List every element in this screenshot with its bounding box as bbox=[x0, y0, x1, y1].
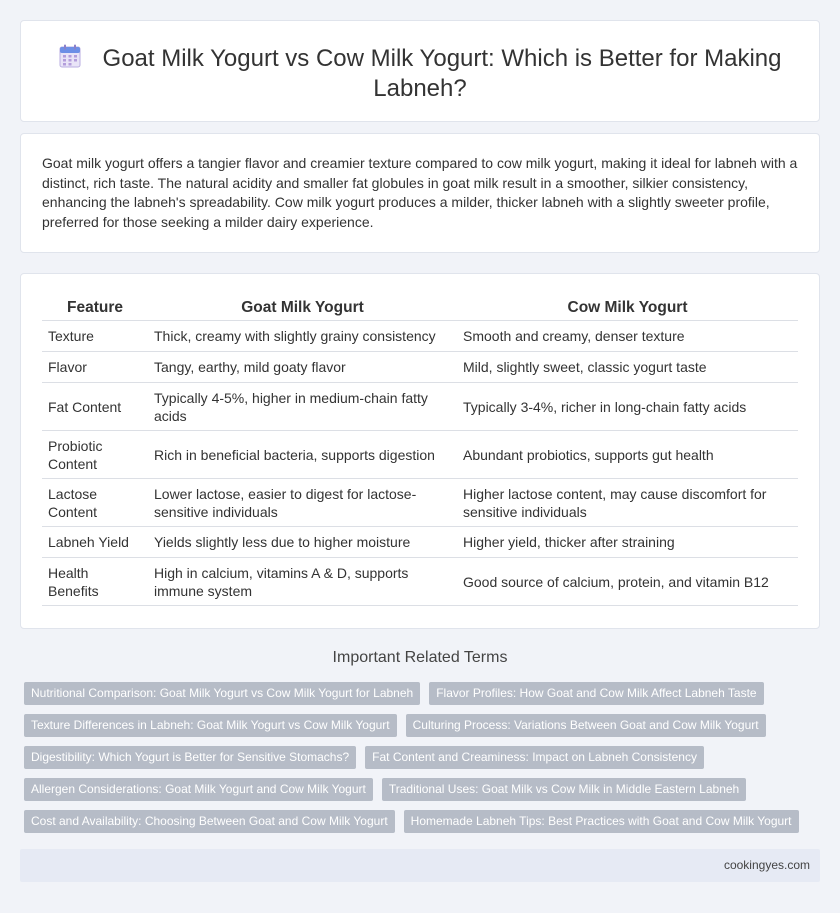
table-row bbox=[42, 527, 798, 558]
calendar-icon bbox=[59, 44, 81, 68]
related-terms-list bbox=[24, 682, 824, 842]
table-header-goat: Goat Milk Yogurt bbox=[148, 296, 457, 321]
goat-cell: Thick, creamy with slightly grainy consistency bbox=[148, 321, 457, 352]
feature-cell: Flavor bbox=[42, 352, 148, 383]
goat-cell: Lower lactose, easier to digest for lactose-sensitive individuals bbox=[148, 479, 457, 527]
comparison-table bbox=[42, 296, 798, 606]
feature-cell: Health Benefits bbox=[42, 558, 148, 606]
table-row bbox=[42, 352, 798, 383]
related-term-tag[interactable]: Digestibility: Which Yogurt is Better for Sensitive Stomachs? bbox=[24, 746, 356, 769]
related-term-tag[interactable]: Fat Content and Creaminess: Impact on Labneh Consistency bbox=[365, 746, 704, 769]
goat-cell: High in calcium, vitamins A & D, supports immune system bbox=[148, 558, 457, 606]
table-row bbox=[42, 321, 798, 352]
table-row bbox=[42, 558, 798, 606]
footer bbox=[20, 849, 820, 882]
feature-cell: Texture bbox=[42, 321, 148, 352]
comparison-card bbox=[20, 273, 820, 629]
cow-cell: Good source of calcium, protein, and vitamin B12 bbox=[457, 558, 798, 606]
cow-cell: Smooth and creamy, denser texture bbox=[457, 321, 798, 352]
related-term-tag[interactable]: Traditional Uses: Goat Milk vs Cow Milk in Middle Eastern Labneh bbox=[382, 778, 746, 801]
related-term-tag[interactable]: Homemade Labneh Tips: Best Practices with Goat and Cow Milk Yogurt bbox=[404, 810, 799, 833]
goat-cell: Yields slightly less due to higher moisture bbox=[148, 527, 457, 558]
table-row bbox=[42, 431, 798, 479]
table-header-cow: Cow Milk Yogurt bbox=[457, 296, 798, 321]
title-card bbox=[20, 20, 820, 122]
cow-cell: Typically 3-4%, richer in long-chain fatty acids bbox=[457, 383, 798, 431]
table-row bbox=[42, 383, 798, 431]
related-term-tag[interactable]: Allergen Considerations: Goat Milk Yogurt and Cow Milk Yogurt bbox=[24, 778, 373, 801]
goat-cell: Rich in beneficial bacteria, supports digestion bbox=[148, 431, 457, 479]
feature-cell: Fat Content bbox=[42, 383, 148, 431]
related-term-tag[interactable]: Flavor Profiles: How Goat and Cow Milk Affect Labneh Taste bbox=[429, 682, 763, 705]
related-terms-heading: Important Related Terms bbox=[332, 649, 508, 666]
intro-paragraph: Goat milk yogurt offers a tangier flavor and creamier texture compared to cow milk yogurt, making it ideal for labneh with a distinct, rich taste. The natural acidity and smaller fat globules in goat milk result in a smoother, silkier consistency, enhancing the labneh's spreadability. Cow milk yogurt produces a milder, thicker labneh with a slightly sweeter profile, preferred for those seeking a milder dairy experience. bbox=[42, 155, 798, 230]
cow-cell: Higher lactose content, may cause discomfort for sensitive individuals bbox=[457, 479, 798, 527]
cow-cell: Mild, slightly sweet, classic yogurt taste bbox=[457, 352, 798, 383]
related-term-tag[interactable]: Cost and Availability: Choosing Between Goat and Cow Milk Yogurt bbox=[24, 810, 395, 833]
table-header-row bbox=[42, 296, 798, 321]
cow-cell: Abundant probiotics, supports gut health bbox=[457, 431, 798, 479]
footer-site-link[interactable]: cookingyes.com bbox=[723, 858, 810, 872]
table-header-feature: Feature bbox=[42, 296, 148, 321]
intro-card bbox=[20, 133, 820, 253]
goat-cell: Tangy, earthy, mild goaty flavor bbox=[148, 352, 457, 383]
feature-cell: Lactose Content bbox=[42, 479, 148, 527]
feature-cell: Probiotic Content bbox=[42, 431, 148, 479]
related-term-tag[interactable]: Texture Differences in Labneh: Goat Milk Yogurt vs Cow Milk Yogurt bbox=[24, 714, 397, 737]
related-term-tag[interactable]: Culturing Process: Variations Between Goat and Cow Milk Yogurt bbox=[406, 714, 766, 737]
cow-cell: Higher yield, thicker after straining bbox=[457, 527, 798, 558]
goat-cell: Typically 4-5%, higher in medium-chain fatty acids bbox=[148, 383, 457, 431]
feature-cell: Labneh Yield bbox=[42, 527, 148, 558]
page-title-text: Goat Milk Yogurt vs Cow Milk Yogurt: Which is Better for Making Labneh? bbox=[102, 45, 782, 102]
related-term-tag[interactable]: Nutritional Comparison: Goat Milk Yogurt vs Cow Milk Yogurt for Labneh bbox=[24, 682, 420, 705]
table-row bbox=[42, 479, 798, 527]
page-title bbox=[51, 44, 789, 104]
